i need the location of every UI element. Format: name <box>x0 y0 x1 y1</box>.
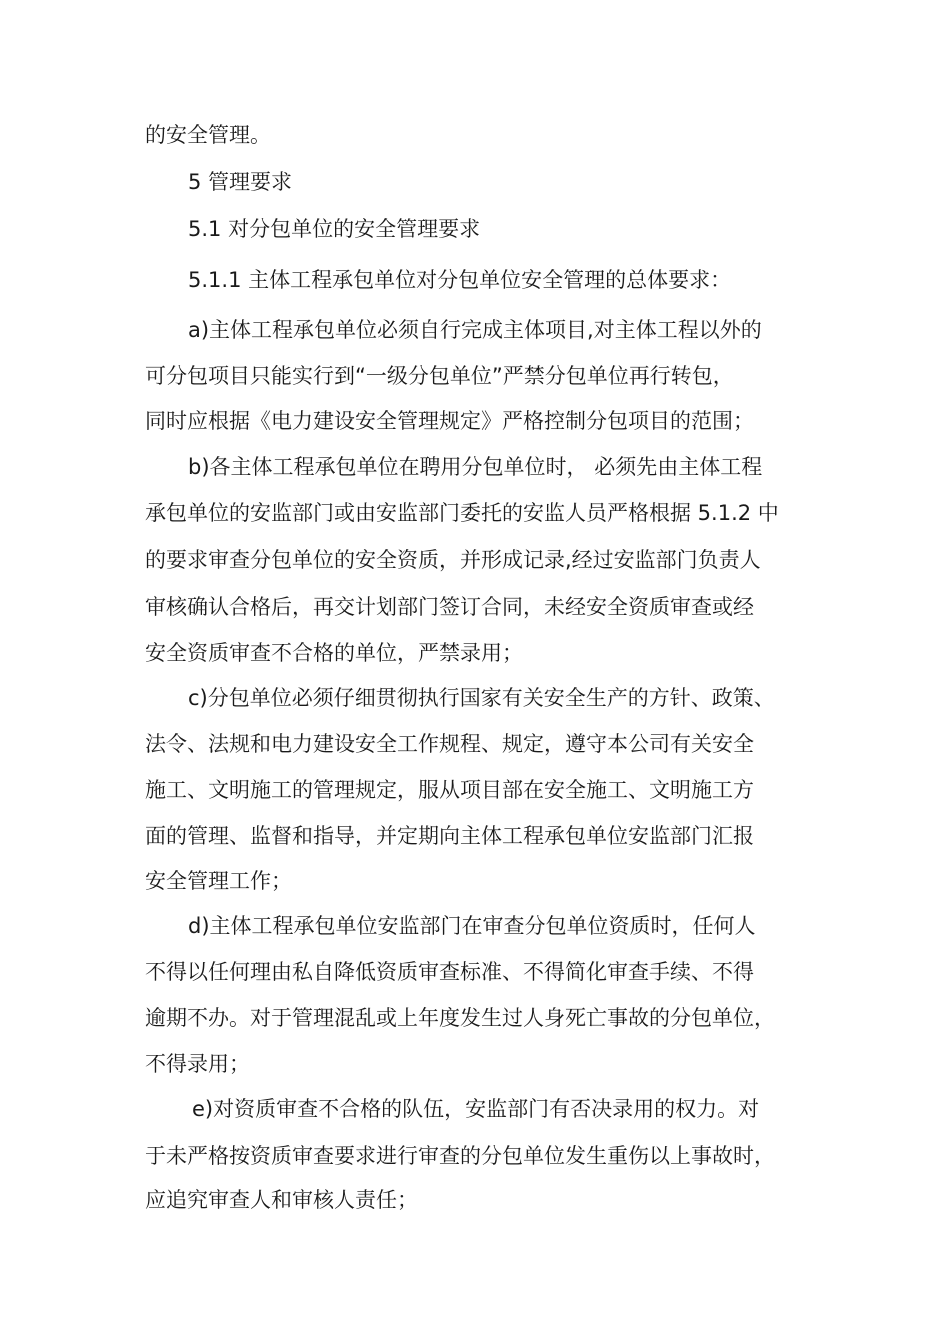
paragraph-line: 施工、文明施工的管理规定，服从项目部在安全施工、文明施工方 <box>145 778 754 802</box>
paragraph-line: 的安全管理。 <box>145 123 271 147</box>
paragraph-line: 承包单位的安监部门或由安监部门委托的安监人员严格根据 5.1.2 中 <box>145 501 779 525</box>
paragraph-line: 可分包项目只能实行到“一级分包单位”严禁分包单位再行转包， <box>145 364 734 388</box>
paragraph-line: c)分包单位必须仔细贯彻执行国家有关安全生产的方针、政策、 <box>188 686 775 710</box>
paragraph-line: b)各主体工程承包单位在聘用分包单位时， 必须先由主体工程 <box>188 455 763 479</box>
section-heading: 5 管理要求 <box>188 170 293 194</box>
clause-heading: 5.1.1 主体工程承包单位对分包单位安全管理的总体要求： <box>188 268 732 292</box>
subsection-heading: 5.1 对分包单位的安全管理要求 <box>188 217 481 241</box>
paragraph-line: 安全管理工作； <box>145 869 292 893</box>
paragraph-line: 同时应根据《电力建设安全管理规定》严格控制分包项目的范围； <box>145 409 754 433</box>
paragraph-line: 面的管理、监督和指导，并定期向主体工程承包单位安监部门汇报 <box>145 824 754 848</box>
paragraph-line: 审核确认合格后，再交计划部门签订合同，未经安全资质审查或经 <box>145 595 754 619</box>
paragraph-line: 安全资质审查不合格的单位，严禁录用； <box>145 641 523 665</box>
paragraph-line: 不得录用； <box>145 1052 250 1076</box>
paragraph-line: 的要求审查分包单位的安全资质，并形成记录,经过安监部门负责人 <box>145 548 761 572</box>
paragraph-line: 逾期不办。对于管理混乱或上年度发生过人身死亡事故的分包单位， <box>145 1006 775 1030</box>
paragraph-line: 于未严格按资质审查要求进行审查的分包单位发生重伤以上事故时， <box>145 1144 775 1168</box>
paragraph-line: 法令、法规和电力建设安全工作规程、规定，遵守本公司有关安全 <box>145 732 754 756</box>
paragraph-line: e)对资质审查不合格的队伍，安监部门有否决录用的权力。对 <box>192 1097 760 1121</box>
paragraph-line: 应追究审查人和审核人责任； <box>145 1188 418 1212</box>
paragraph-line: a)主体工程承包单位必须自行完成主体项目,对主体工程以外的 <box>188 318 762 342</box>
paragraph-line: d)主体工程承包单位安监部门在审查分包单位资质时，任何人 <box>188 914 756 938</box>
paragraph-line: 不得以任何理由私自降低资质审查标准、不得简化审查手续、不得 <box>145 960 754 984</box>
